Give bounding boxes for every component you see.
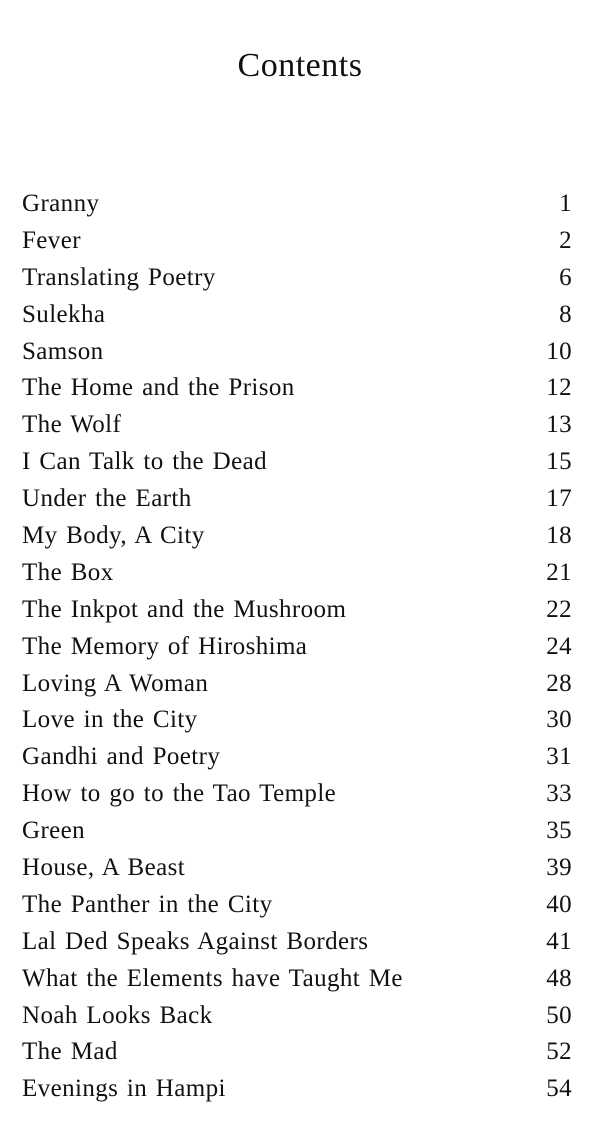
toc-entry — [22, 850, 572, 887]
toc-entry-title: The Inkpot and the Mushroom — [22, 595, 347, 623]
toc-entry-title: Evenings in Hampi — [22, 1075, 226, 1103]
toc-entry-title: Lal Ded Speaks Against Borders — [22, 927, 369, 955]
toc-entry-title: The Panther in the City — [22, 890, 273, 918]
toc-entry — [22, 297, 572, 334]
toc-entry-page: 39 — [546, 854, 572, 882]
toc-entry — [22, 629, 572, 666]
toc-entry-title: Fever — [22, 226, 81, 254]
toc-entry-page: 2 — [559, 226, 572, 254]
toc-entry — [22, 887, 572, 924]
toc-entry-title: Love in the City — [22, 706, 198, 734]
toc-entry-page: 52 — [546, 1038, 572, 1066]
toc-entry-page: 12 — [546, 374, 572, 402]
toc-entry-title: Translating Poetry — [22, 263, 216, 291]
table-of-contents — [22, 186, 572, 1108]
toc-entry — [22, 592, 572, 629]
toc-entry-page: 40 — [546, 890, 572, 918]
toc-entry-page: 41 — [546, 927, 572, 955]
toc-entry-page: 18 — [546, 522, 572, 550]
toc-entry-page: 24 — [546, 632, 572, 660]
toc-entry — [22, 334, 572, 371]
toc-entry — [22, 1034, 572, 1071]
toc-entry-page: 35 — [546, 817, 572, 845]
page-title: Contents — [237, 47, 363, 84]
toc-entry — [22, 444, 572, 481]
toc-entry-page: 22 — [546, 595, 572, 623]
toc-entry-title: The Home and the Prison — [22, 374, 295, 402]
toc-entry-page: 8 — [559, 300, 572, 328]
toc-entry-title: How to go to the Tao Temple — [22, 780, 337, 808]
toc-entry-page: 21 — [546, 558, 572, 586]
toc-entry-page: 28 — [546, 669, 572, 697]
toc-entry-title: The Memory of Hiroshima — [22, 632, 308, 660]
toc-entry — [22, 961, 572, 998]
toc-entry-title: The Box — [22, 558, 114, 586]
toc-entry-page: 30 — [546, 706, 572, 734]
toc-entry-title: Samson — [22, 337, 104, 365]
toc-entry — [22, 998, 572, 1035]
toc-entry-title: Gandhi and Poetry — [22, 743, 221, 771]
toc-entry — [22, 518, 572, 555]
toc-entry — [22, 555, 572, 592]
toc-entry-page: 33 — [546, 780, 572, 808]
toc-entry-title: The Wolf — [22, 411, 122, 439]
toc-entry-title: Granny — [22, 190, 100, 217]
toc-entry — [22, 666, 572, 703]
toc-entry — [22, 1071, 572, 1108]
toc-entry-page: 50 — [546, 1001, 572, 1029]
toc-entry — [22, 370, 572, 407]
toc-entry — [22, 924, 572, 961]
toc-entry-title: House, A Beast — [22, 854, 186, 882]
toc-entry-title: What the Elements have Taught Me — [22, 964, 403, 992]
toc-entry-page: 15 — [546, 448, 572, 476]
toc-entry-title: Sulekha — [22, 300, 106, 328]
toc-entry-page: 1 — [559, 190, 572, 217]
toc-entry — [22, 702, 572, 739]
toc-entry-page: 6 — [559, 263, 572, 291]
toc-entry — [22, 223, 572, 260]
toc-entry — [22, 481, 572, 518]
toc-entry-page: 10 — [546, 337, 572, 365]
toc-entry — [22, 813, 572, 850]
toc-entry-page: 31 — [546, 743, 572, 771]
toc-entry — [22, 739, 572, 776]
toc-entry-title: My Body, A City — [22, 522, 205, 550]
toc-entry-page: 54 — [546, 1075, 572, 1103]
toc-entry — [22, 407, 572, 444]
toc-entry — [22, 186, 572, 223]
toc-entry-page: 13 — [546, 411, 572, 439]
toc-entry-title: Loving A Woman — [22, 669, 209, 697]
toc-entry-title: I Can Talk to the Dead — [22, 448, 267, 476]
toc-entry-page: 48 — [546, 964, 572, 992]
toc-entry-title: Green — [22, 817, 86, 845]
toc-entry — [22, 776, 572, 813]
toc-entry-title: Noah Looks Back — [22, 1001, 213, 1029]
toc-entry-page: 17 — [546, 485, 572, 513]
toc-entry-title: Under the Earth — [22, 485, 192, 513]
toc-entry — [22, 260, 572, 297]
toc-entry-title: The Mad — [22, 1038, 118, 1066]
